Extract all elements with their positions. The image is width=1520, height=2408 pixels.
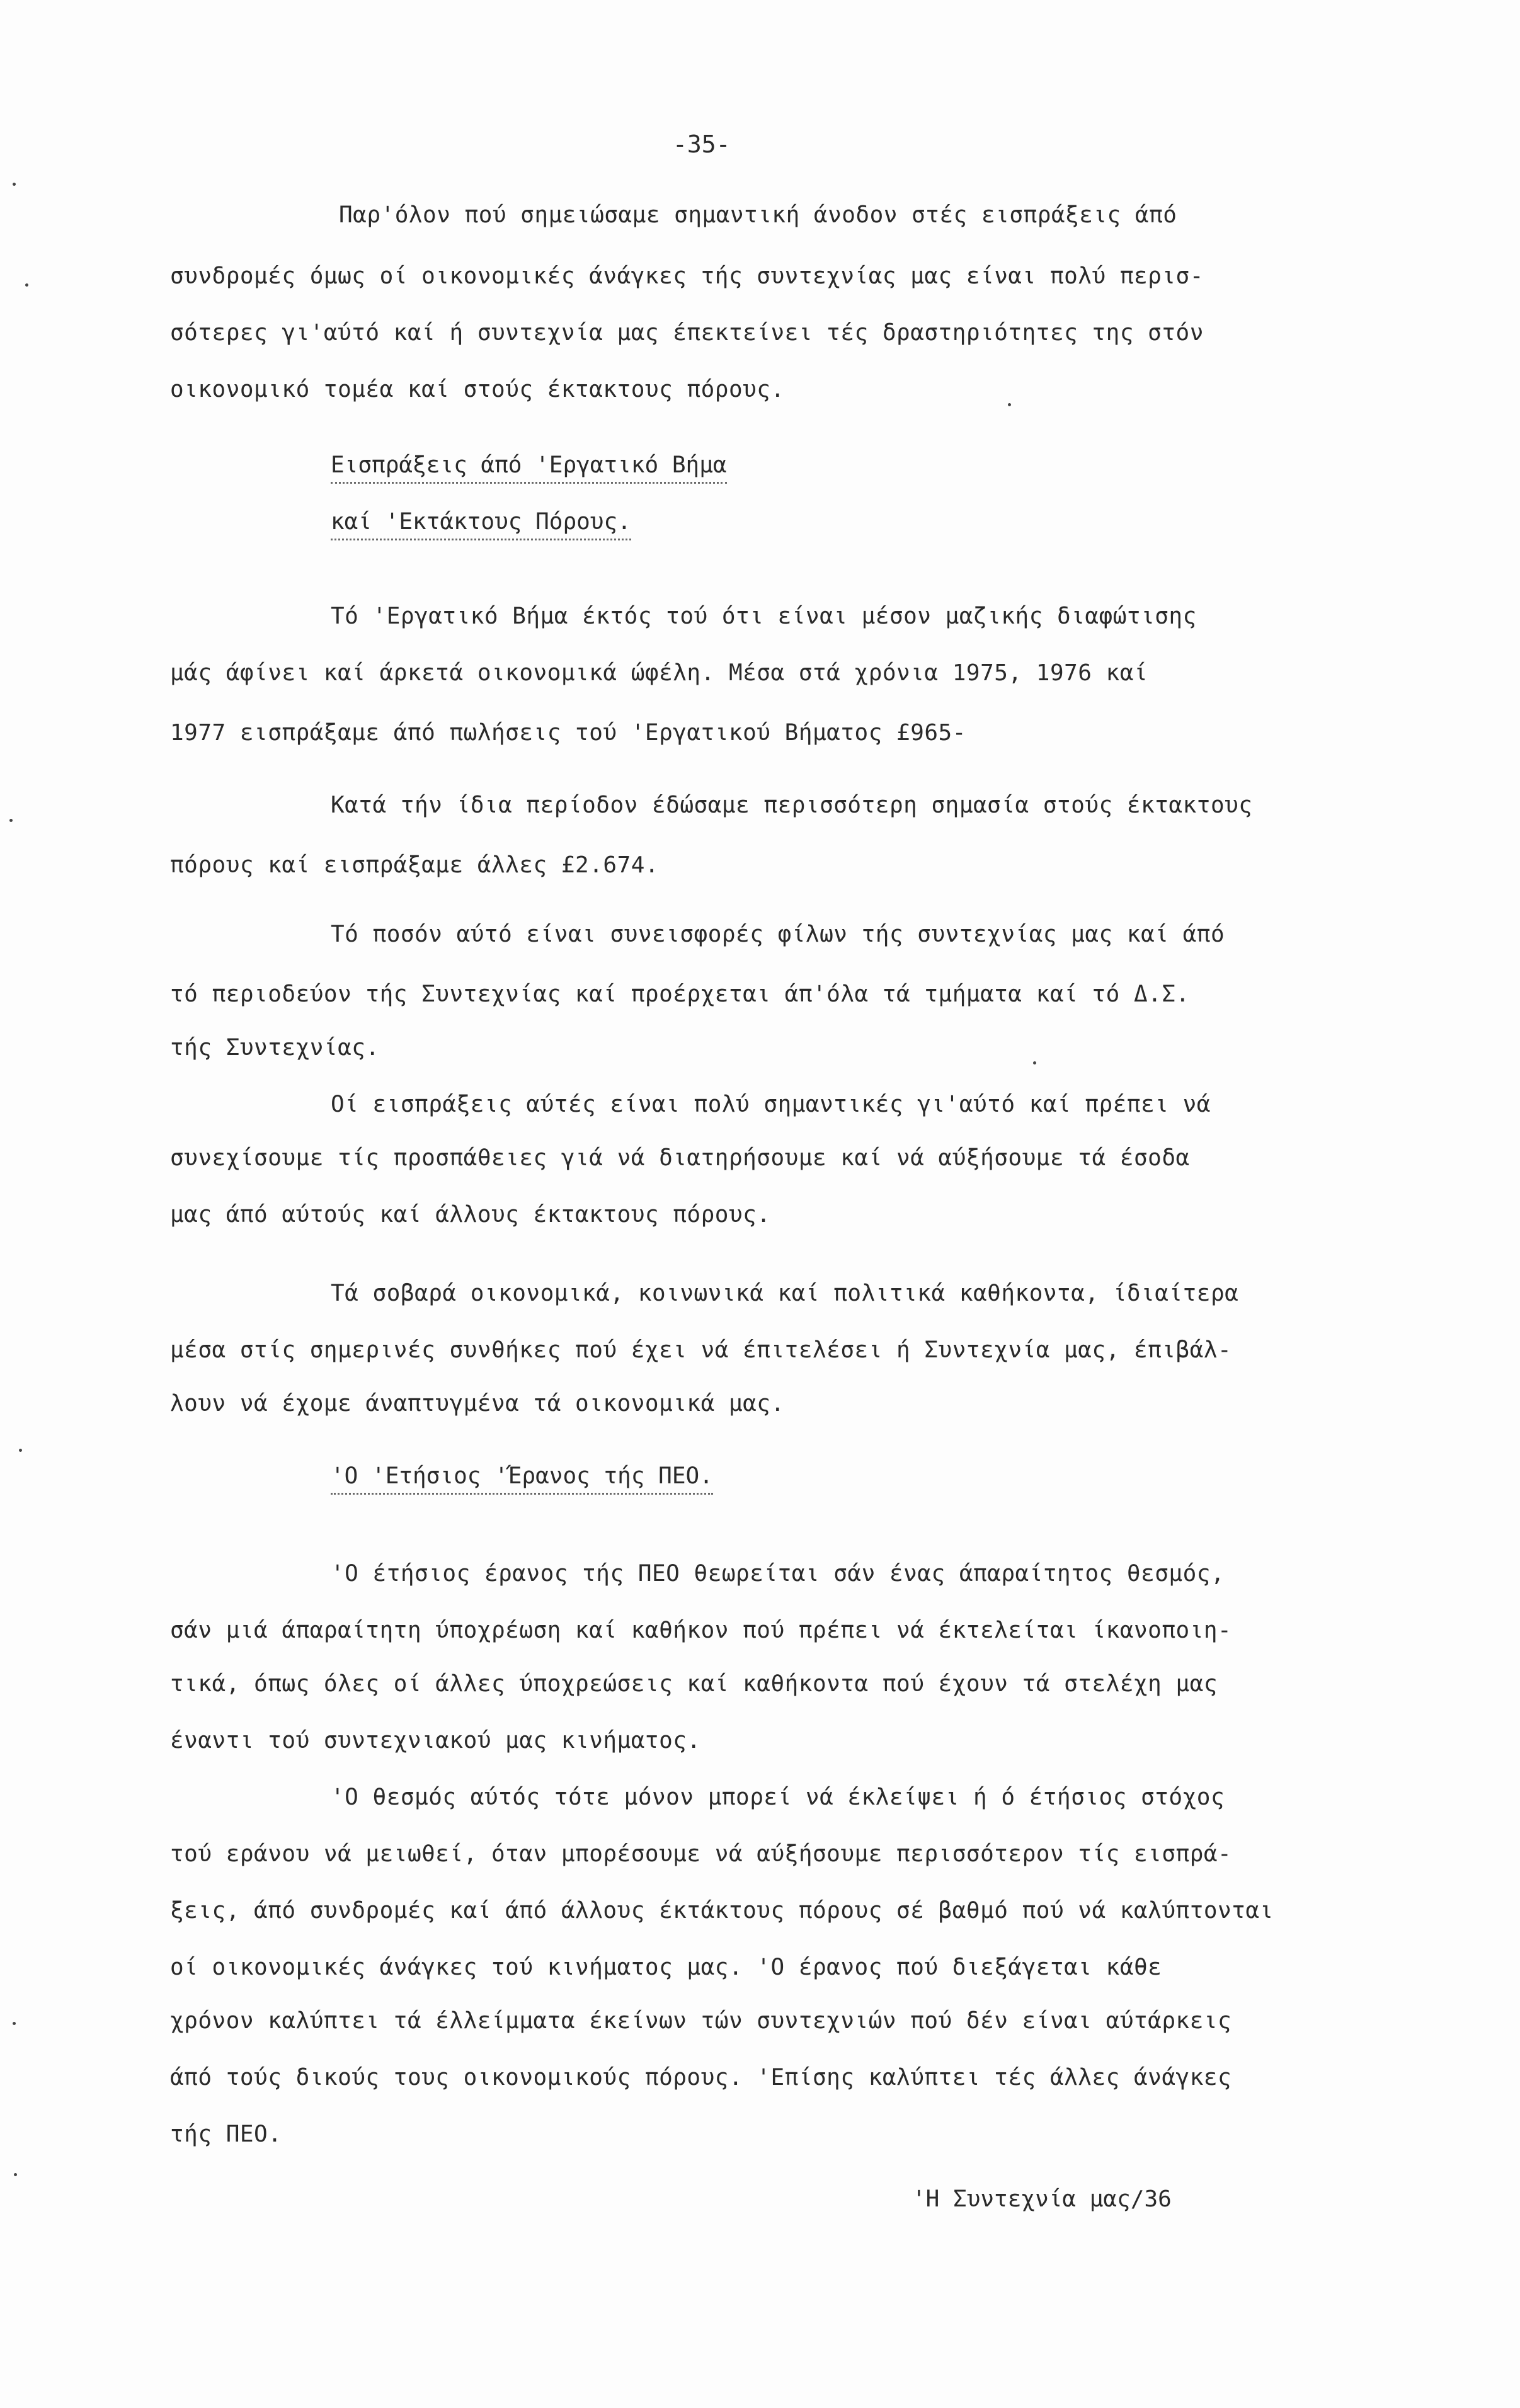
section-heading: Εισπράξεις άπό 'Εργατικό Βήμα bbox=[331, 450, 727, 484]
text-line: ξεις, άπό συνδρομές καί άπό άλλους έκτάκτους πόρους σέ βαθμό πού νά καλύπτονται bbox=[170, 1898, 1274, 1924]
text-line: Τό 'Εργατικό Βήμα έκτός τού ότι είναι μέσον μαζικής διαφώτισης bbox=[331, 603, 1197, 629]
text-line: 1977 εισπράξαμε άπό πωλήσεις τού 'Εργατικού Βήματος £965- bbox=[170, 720, 966, 746]
text-line: χρόνον καλύπτει τά έλλείμματα έκείνων τών συντεχνιών πού δέν είναι αύτάρκεις bbox=[170, 2008, 1232, 2034]
scan-speck bbox=[25, 283, 28, 287]
section-heading: 'Ο 'Ετήσιος 'Έρανος τής ΠΕΟ. bbox=[331, 1461, 713, 1495]
text-line: οί οικονομικές άνάγκες τού κινήματος μας. 'Ο έρανος πού διεξάγεται κάθε bbox=[170, 1954, 1162, 1980]
scan-speck bbox=[14, 2173, 17, 2176]
scan-speck bbox=[13, 2022, 16, 2025]
text-line: Τά σοβαρά οικονομικά, κοινωνικά καί πολιτικά καθήκοντα, ίδιαίτερα bbox=[331, 1281, 1239, 1306]
text-line: σάν μιά άπαραίτητη ύποχρέωση καί καθήκον πού πρέπει νά έκτελείται ίκανοποιη- bbox=[170, 1618, 1232, 1643]
text-line: μέσα στίς σημερινές συνθήκες πού έχει νά έπιτελέσει ή Συντεχνία μας, έπιβάλ- bbox=[170, 1337, 1232, 1363]
text-line: πόρους καί εισπράξαμε άλλες £2.674. bbox=[170, 852, 660, 878]
text-line: Παρ'όλον πού σημειώσαμε σημαντική άνοδον στές εισπράξεις άπό bbox=[339, 202, 1177, 228]
text-line: 'Ο θεσμός αύτός τότε μόνον μπορεί νά έκλείψει ή ό έτήσιος στόχος bbox=[331, 1784, 1225, 1810]
scan-speck bbox=[1033, 1061, 1036, 1064]
text-line: Οί εισπράξεις αύτές είναι πολύ σημαντικές γι'αύτό καί πρέπει νά bbox=[331, 1092, 1211, 1117]
scan-speck bbox=[1008, 403, 1011, 406]
text-line: Κατά τήν ίδια περίοδον έδώσαμε περισσότερη σημασία στούς έκτακτους bbox=[331, 792, 1253, 818]
text-line: έναντι τού συντεχνιακού μας κινήματος. bbox=[170, 1728, 701, 1754]
text-line: λουν νά έχομε άναπτυγμένα τά οικονομικά μας. bbox=[170, 1391, 785, 1417]
text-line: σότερες γι'αύτό καί ή συντεχνία μας έπεκτείνει τές δραστηριότητες της στόν bbox=[170, 320, 1204, 346]
scan-speck bbox=[9, 819, 13, 822]
text-line: συνδρομές όμως οί οικονομικές άνάγκες τής συντεχνίας μας είναι πολύ περισ- bbox=[170, 263, 1204, 289]
scan-speck bbox=[19, 1449, 22, 1452]
text-line: τό περιοδεύον τής Συντεχνίας καί προέρχεται άπ'όλα τά τμήματα καί τό Δ.Σ. bbox=[170, 981, 1190, 1007]
text-line: μάς άφίνει καί άρκετά οικονομικά ώφέλη. Μέσα στά χρόνια 1975, 1976 καί bbox=[170, 660, 1148, 686]
text-line: μας άπό αύτούς καί άλλους έκτακτους πόρους. bbox=[170, 1202, 771, 1228]
text-line: συνεχίσουμε τίς προσπάθειες γιά νά διατηρήσουμε καί νά αύξήσουμε τά έσοδα bbox=[170, 1145, 1190, 1171]
text-line: Τό ποσόν αύτό είναι συνεισφορές φίλων τής συντεχνίας μας καί άπό bbox=[331, 922, 1225, 947]
text-line: τού εράνου νά μειωθεί, όταν μπορέσουμε νά αύξήσουμε περισσότερον τίς εισπρά- bbox=[170, 1841, 1232, 1867]
page-number: -35- bbox=[673, 130, 731, 158]
text-line: 'Ο έτήσιος έρανος τής ΠΕΟ θεωρείται σάν ένας άπαραίτητος θεσμός, bbox=[331, 1561, 1225, 1587]
scan-speck bbox=[13, 183, 16, 186]
text-line: οικονομικό τομέα καί στούς έκτακτους πόρους. bbox=[170, 377, 785, 402]
text-line: άπό τούς δικούς τους οικονομικούς πόρους. 'Επίσης καλύπτει τές άλλες άνάγκες bbox=[170, 2065, 1232, 2091]
text-line: τής ΠΕΟ. bbox=[170, 2121, 282, 2147]
text-line: τικά, όπως όλες οί άλλες ύποχρεώσεις καί καθήκοντα πού έχουν τά στελέχη μας bbox=[170, 1671, 1218, 1697]
text-line: τής Συντεχνίας. bbox=[170, 1035, 380, 1061]
section-heading: καί 'Εκτάκτους Πόρους. bbox=[331, 507, 631, 540]
catchword: 'Η Συντεχνία μας/36 bbox=[912, 2186, 1172, 2212]
